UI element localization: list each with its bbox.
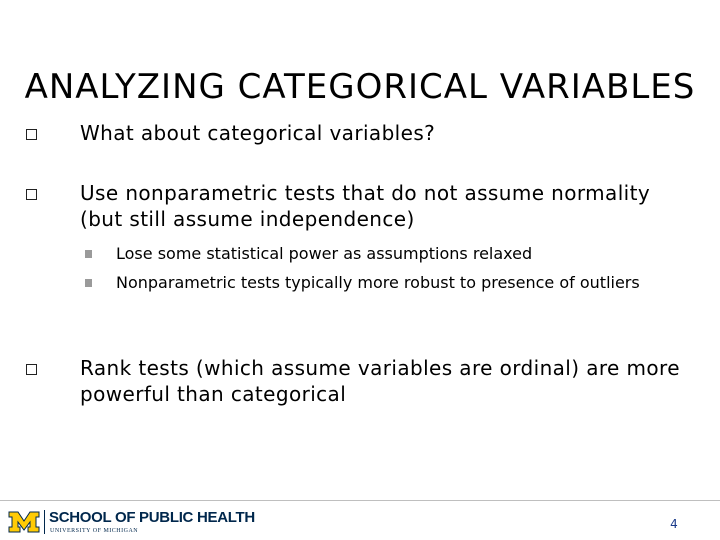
hollow-square-bullet-icon: [26, 189, 37, 200]
bullet-text: Use nonparametric tests that do not assume normality (but still assume independence): [80, 181, 651, 231]
bullet-text: What about categorical variables?: [80, 121, 436, 145]
logo-text: SCHOOL OF PUBLIC HEALTH: [49, 509, 255, 526]
logo-subtext: UNIVERSITY OF MICHIGAN: [50, 528, 139, 534]
hollow-square-bullet-icon: [26, 364, 37, 375]
slide-title: ANALYZING CATEGORICAL VARIABLES: [24, 67, 696, 107]
filled-square-bullet-icon: [85, 250, 92, 258]
logo-divider: [44, 510, 45, 534]
hollow-square-bullet-icon: [26, 129, 37, 140]
sub-bullet-text: Lose some statistical power as assumptions relaxed: [116, 244, 533, 263]
bullet-text: Rank tests (which assume variables are ordinal) are more powerful than categorical: [80, 356, 680, 406]
block-m-icon: [8, 511, 40, 533]
page-number: 4: [670, 517, 678, 531]
filled-square-bullet-icon: [85, 279, 92, 287]
sub-bullet-text: Nonparametric tests typically more robust to presence of outliers: [116, 273, 640, 292]
footer-divider: [0, 500, 720, 501]
